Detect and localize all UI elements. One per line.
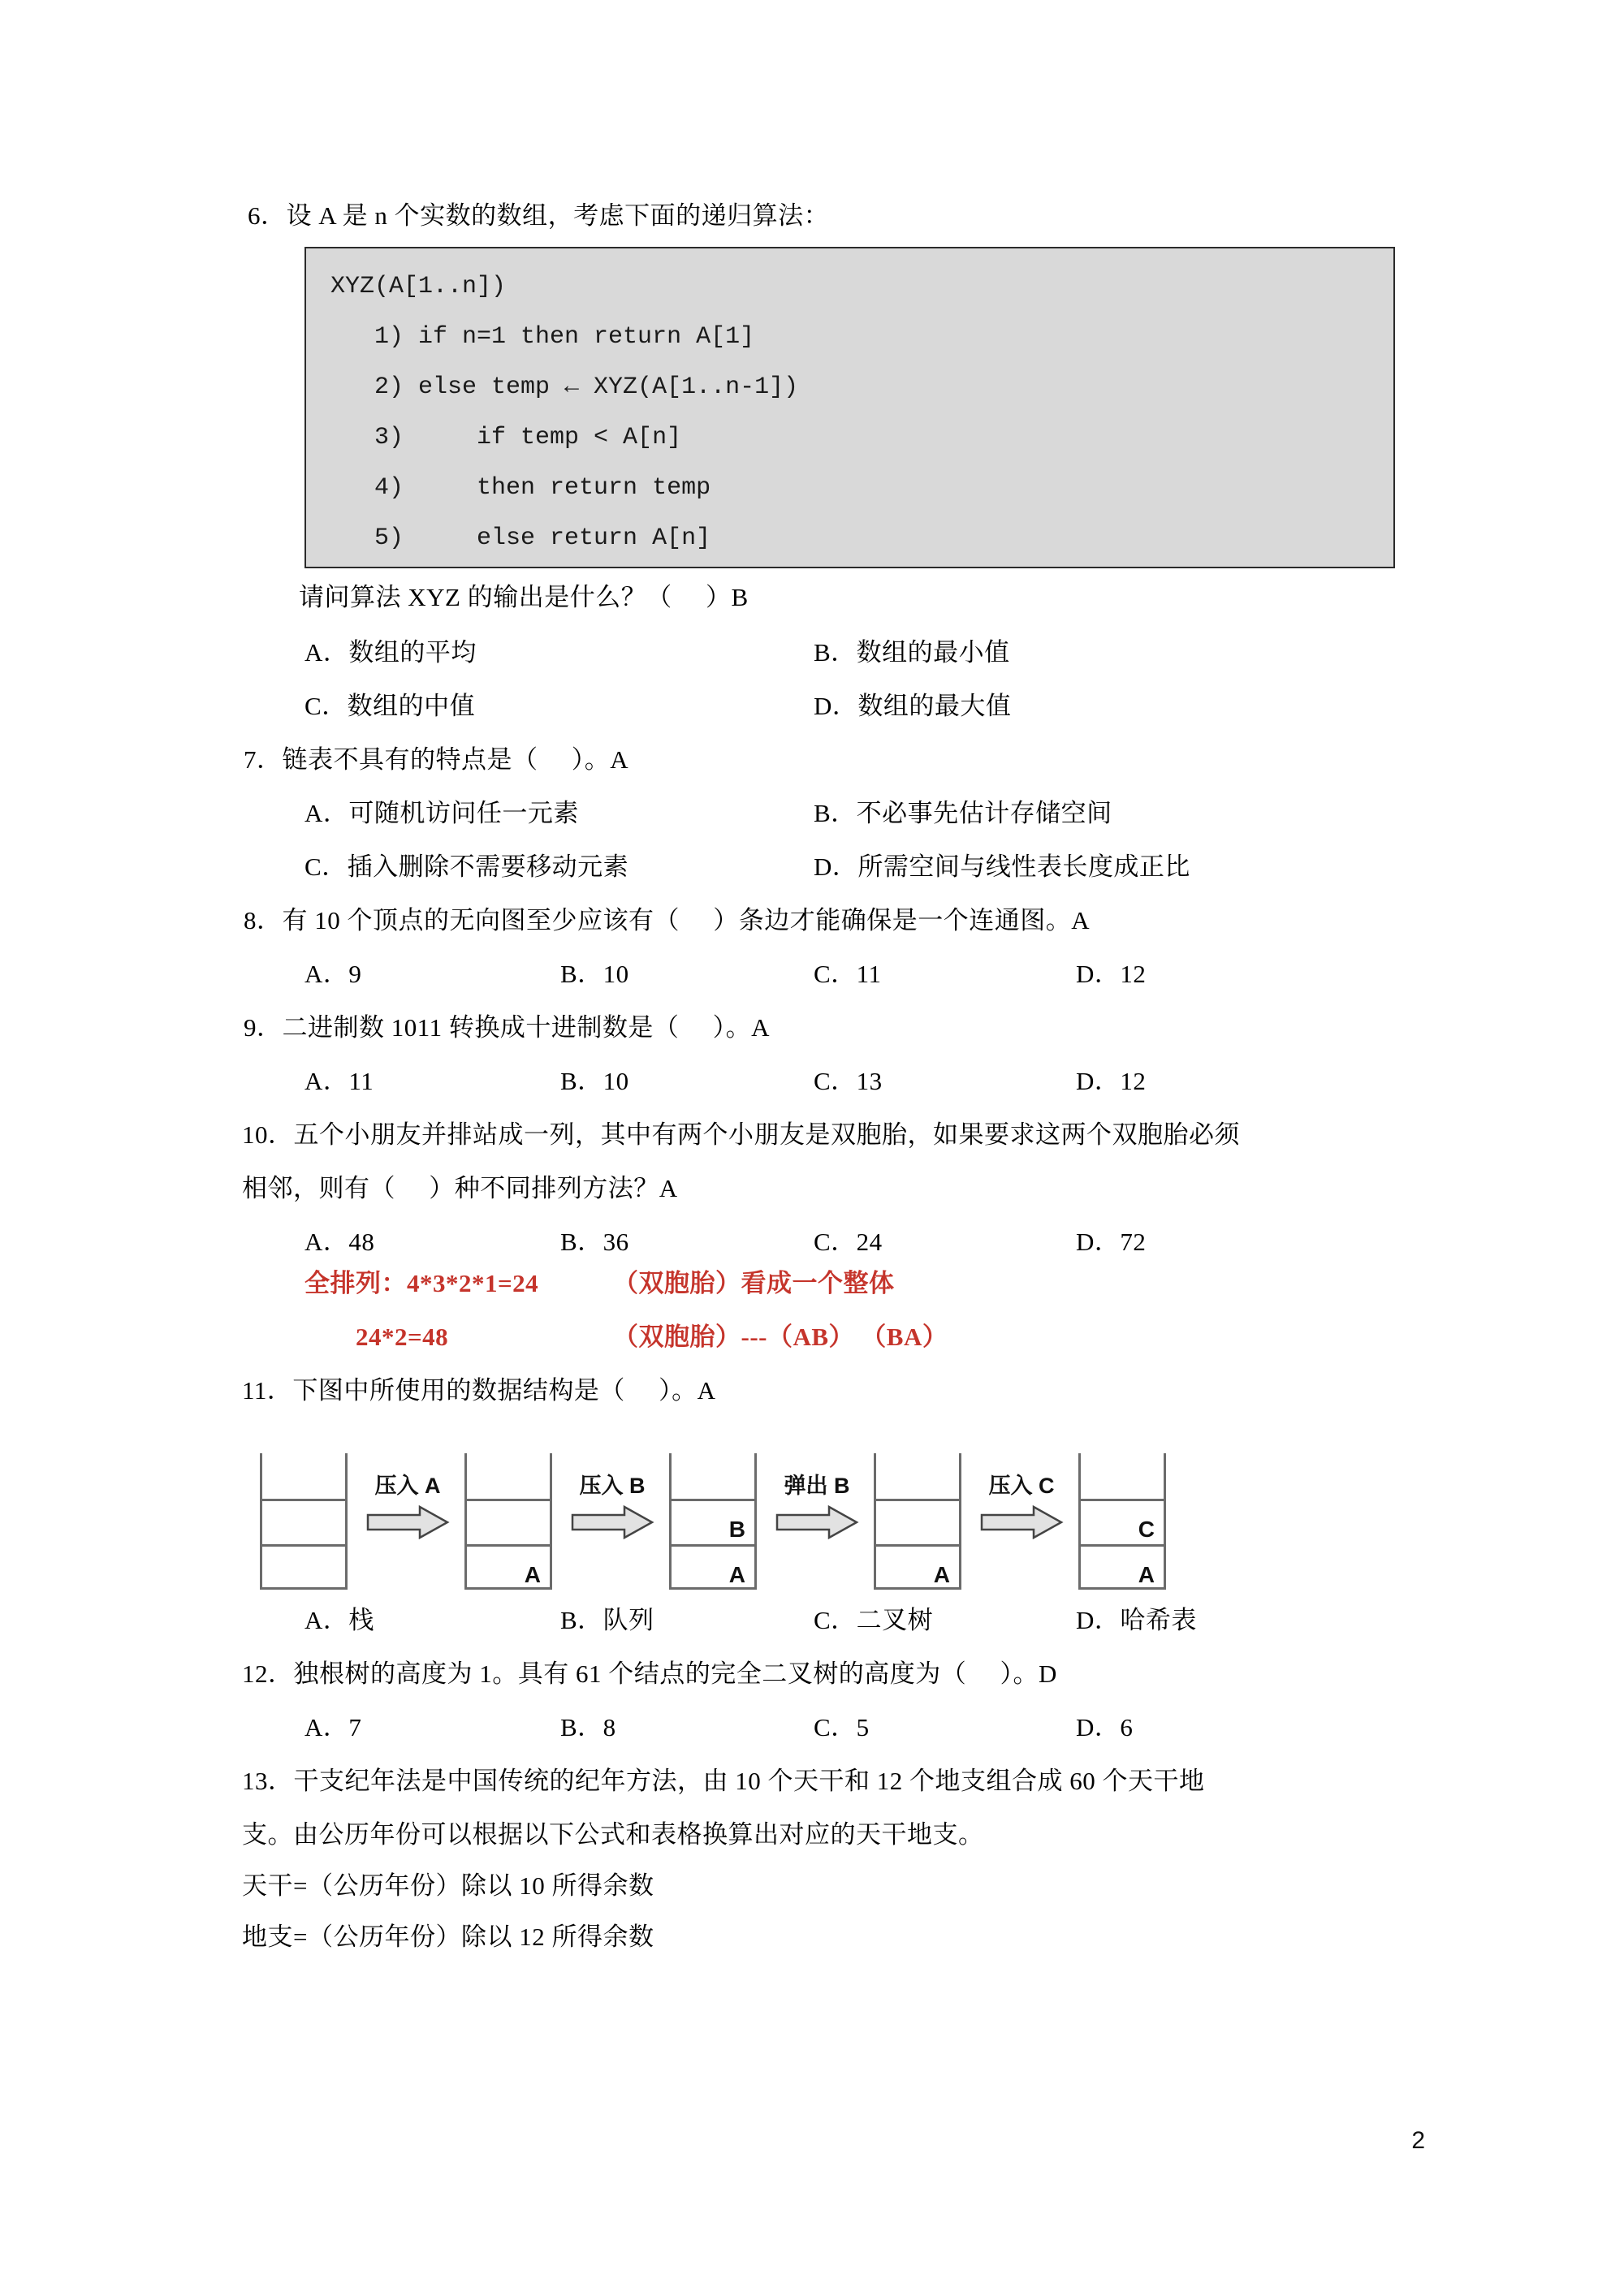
stack-operation-label: 压入 C xyxy=(988,1474,1055,1498)
question-10-annotation-1-left: 全排列：4*3*2*1=24 xyxy=(304,1269,539,1297)
code-line-0: XYZ(A[1..n]) xyxy=(330,273,507,300)
stack-cell xyxy=(876,1499,959,1544)
question-9-option-b[interactable]: B．10 xyxy=(560,1067,629,1095)
question-6-option-d[interactable]: D．数组的最大值 xyxy=(814,692,1012,720)
stack-cell: C xyxy=(1081,1499,1164,1544)
right-arrow-icon xyxy=(965,1505,1078,1543)
question-10-option-d[interactable]: D．72 xyxy=(1076,1228,1147,1256)
question-13-line2: 支。由公历年份可以根据以下公式和表格换算出对应的天干地支。 xyxy=(242,1820,984,1849)
question-8-option-c[interactable]: C．11 xyxy=(814,960,882,988)
stack-state-4 xyxy=(1078,1453,1166,1590)
right-arrow-icon xyxy=(760,1505,874,1543)
question-12-option-a[interactable]: A．7 xyxy=(304,1713,362,1741)
stack-cell xyxy=(467,1453,550,1499)
question-9-option-c[interactable]: C．13 xyxy=(814,1067,883,1095)
question-12-option-b[interactable]: B．8 xyxy=(560,1713,616,1741)
question-13-line3: 天干=（公历年份）除以 10 所得余数 xyxy=(242,1871,654,1900)
stack-cell: B xyxy=(672,1499,754,1544)
question-7-option-c[interactable]: C．插入删除不需要移动元素 xyxy=(304,852,629,881)
stack-cell xyxy=(262,1453,345,1499)
question-6-prompt: 请问算法 XYZ 的输出是什么？（ ）B xyxy=(299,583,749,611)
stack-cell: A xyxy=(1081,1544,1164,1590)
stack-cell: A xyxy=(467,1544,550,1590)
stack-state-1 xyxy=(464,1453,552,1590)
stack-operation-0 xyxy=(351,1473,464,1543)
question-11-option-c[interactable]: C．二叉树 xyxy=(814,1606,934,1634)
code-line-5: 5) else return A[n] xyxy=(330,524,711,552)
question-8-option-b[interactable]: B．10 xyxy=(560,960,629,988)
question-12-option-d[interactable]: D．6 xyxy=(1076,1713,1134,1741)
question-13-line4: 地支=（公历年份）除以 12 所得余数 xyxy=(242,1923,654,1951)
stack-operation-2 xyxy=(760,1473,874,1543)
stack-operation-3 xyxy=(965,1473,1078,1543)
stack-cell xyxy=(467,1499,550,1544)
stack-cell xyxy=(672,1453,754,1499)
question-11-stem: 11．下图中所使用的数据结构是（ ）。A xyxy=(242,1376,716,1405)
stack-operation-label: 压入 A xyxy=(374,1474,441,1498)
question-6-stem: 6．设 A 是 n 个实数的数组，考虑下面的递归算法： xyxy=(248,201,830,230)
page-number: 2 xyxy=(1411,2127,1425,2154)
stack-cell: A xyxy=(876,1544,959,1590)
stack-cell xyxy=(1081,1453,1164,1499)
question-8-option-a[interactable]: A．9 xyxy=(304,960,362,988)
question-13-line1: 13．干支纪年法是中国传统的纪年方法，由 10 个天干和 12 个地支组合成 60 个天干地 xyxy=(242,1767,1205,1795)
question-11-option-b[interactable]: B．队列 xyxy=(560,1606,654,1634)
stack-cell: A xyxy=(672,1544,754,1590)
stack-operation-1 xyxy=(555,1473,669,1543)
question-7-option-d[interactable]: D．所需空间与线性表长度成正比 xyxy=(814,852,1190,881)
stack-cell xyxy=(876,1453,959,1499)
question-6-option-b[interactable]: B．数组的最小值 xyxy=(814,638,1010,667)
code-line-1: 1) if n=1 then return A[1] xyxy=(330,323,755,351)
question-10-option-b[interactable]: B．36 xyxy=(560,1228,629,1256)
question-12-option-c[interactable]: C．5 xyxy=(814,1713,870,1741)
question-10-annotation-2-left: 24*2=48 xyxy=(356,1323,449,1351)
question-8-option-d[interactable]: D．12 xyxy=(1076,960,1147,988)
question-9-option-a[interactable]: A．11 xyxy=(304,1067,374,1095)
question-6-option-a[interactable]: A．数组的平均 xyxy=(304,638,477,667)
right-arrow-icon xyxy=(351,1505,464,1543)
stack-state-0 xyxy=(260,1453,348,1590)
question-7-option-b[interactable]: B．不必事先估计存储空间 xyxy=(814,799,1112,827)
question-10-annotation-1-right: （双胞胎）看成一个整体 xyxy=(613,1269,895,1297)
question-10-option-a[interactable]: A．48 xyxy=(304,1228,375,1256)
code-line-4: 4) then return temp xyxy=(330,474,711,502)
stack-cell xyxy=(262,1544,345,1590)
stack-operation-label: 压入 B xyxy=(579,1474,646,1498)
question-6-option-c[interactable]: C．数组的中值 xyxy=(304,692,476,720)
question-12-stem: 12．独根树的高度为 1。具有 61 个结点的完全二叉树的高度为（ ）。D xyxy=(242,1659,1057,1688)
right-arrow-icon xyxy=(555,1505,669,1543)
question-7-stem: 7．链表不具有的特点是（ ）。A xyxy=(244,745,629,774)
question-8-stem: 8．有 10 个顶点的无向图至少应该有（ ）条边才能确保是一个连通图。A xyxy=(244,906,1091,934)
stack-operation-label: 弹出 B xyxy=(784,1474,850,1498)
stack-state-2 xyxy=(669,1453,757,1590)
code-line-2: 2) else temp ← XYZ(A[1..n-1]) xyxy=(330,373,799,401)
question-9-option-d[interactable]: D．12 xyxy=(1076,1067,1147,1095)
question-10-option-c[interactable]: C．24 xyxy=(814,1228,883,1256)
question-11-option-d[interactable]: D．哈希表 xyxy=(1076,1606,1197,1634)
question-10-stem-line2: 相邻，则有（ ）种不同排列方法？A xyxy=(242,1174,678,1202)
question-9-stem: 9．二进制数 1011 转换成十进制数是（ ）。A xyxy=(244,1013,770,1042)
stack-state-3 xyxy=(874,1453,961,1590)
stack-cell xyxy=(262,1499,345,1544)
question-7-option-a[interactable]: A．可随机访问任一元素 xyxy=(304,799,579,827)
stack-operation-diagram xyxy=(260,1453,1348,1599)
question-10-stem-line1: 10．五个小朋友并排站成一列，其中有两个小朋友是双胞胎，如果要求这两个双胞胎必须 xyxy=(242,1120,1240,1149)
question-11-option-a[interactable]: A．栈 xyxy=(304,1606,374,1634)
algorithm-code-block xyxy=(304,247,1395,568)
question-10-annotation-2-right: （双胞胎）---（AB） （BA） xyxy=(613,1323,948,1351)
code-line-3: 3) if temp < A[n] xyxy=(330,424,682,451)
